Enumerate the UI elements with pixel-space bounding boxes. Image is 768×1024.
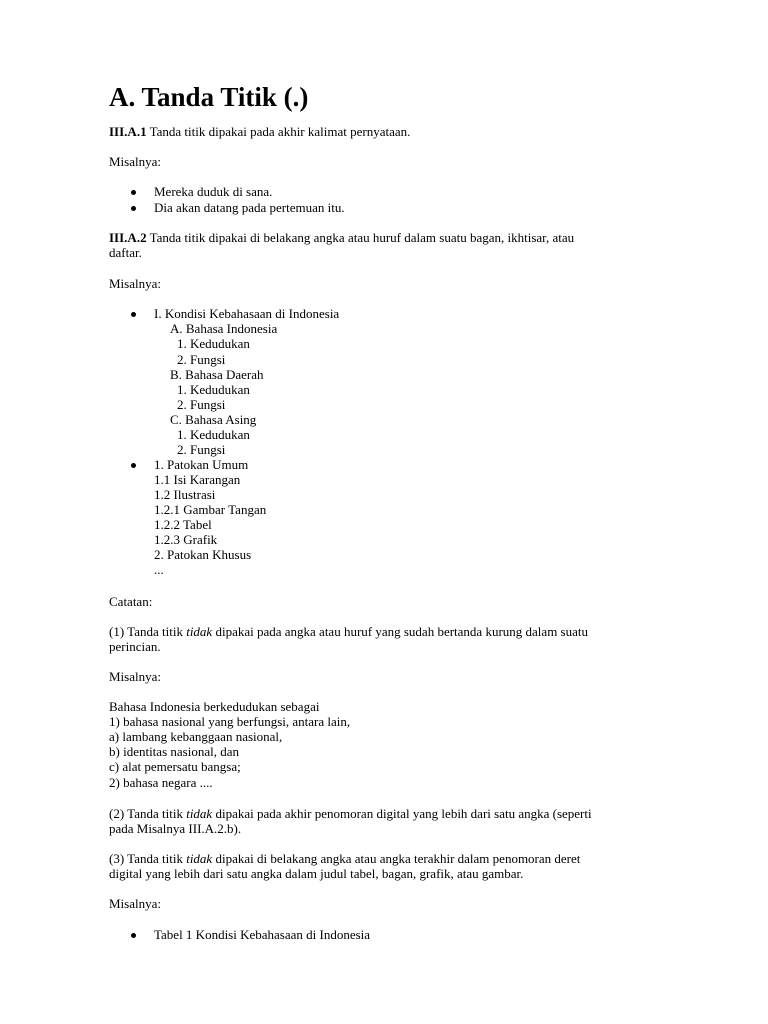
outline-subitem: 1.1 Isi Karangan: [154, 472, 241, 487]
outline-subitem: 1.2 Ilustrasi: [154, 487, 216, 502]
example-block-line: c) alat pemersatu bangsa;: [109, 759, 241, 774]
note-1-line2: perincian.: [109, 639, 161, 654]
rule-1-code: III.A.1: [109, 124, 147, 139]
outline-subitem: ...: [154, 562, 164, 577]
note-1-emphasis: tidak: [186, 624, 213, 639]
note-2-suffix: dipakai pada akhir penomoran digital yang lebih dari satu angka (seperti: [212, 806, 592, 821]
note-3-line2: digital yang lebih dari satu angka dalam judul tabel, bagan, grafik, atau gambar.: [109, 866, 524, 881]
example-block-line: a) lambang kebanggaan nasional,: [109, 729, 283, 744]
outline-subitem: 2. Fungsi: [177, 352, 226, 367]
note-1-line1: [109, 624, 588, 639]
rule-1-text: Tanda titik dipakai pada akhir kalimat pernyataan.: [146, 124, 411, 139]
example-1-text: Mereka duduk di sana.: [154, 184, 273, 199]
outline-subitem: 1. Kedudukan: [177, 427, 250, 442]
outline-subitem: C. Bahasa Asing: [170, 412, 257, 427]
outline-subitem: 2. Fungsi: [177, 442, 226, 457]
outline-subitem: 2. Patokan Khusus: [154, 547, 252, 562]
catatan-label: Catatan:: [109, 594, 153, 609]
note-1-suffix: dipakai pada angka atau huruf yang sudah bertanda kurung dalam suatu: [212, 624, 588, 639]
outline-subitem: 2. Fungsi: [177, 397, 226, 412]
outline-subitem: 1. Kedudukan: [177, 336, 250, 351]
example-1-text: Dia akan datang pada pertemuan itu.: [154, 200, 345, 215]
note-2-line2: pada Misalnya III.A.2.b).: [109, 821, 242, 836]
note-3-emphasis: tidak: [186, 851, 213, 866]
rule-1: [109, 124, 410, 139]
misalnya-label-1: Misalnya:: [109, 154, 161, 169]
bullet-icon: [131, 206, 136, 211]
note-1-prefix: (1) Tanda titik: [109, 624, 187, 639]
outline-subitem: A. Bahasa Indonesia: [170, 321, 278, 336]
misalnya-label-3: Misalnya:: [109, 669, 161, 684]
example-block-line: b) identitas nasional, dan: [109, 744, 239, 759]
note-2-emphasis: tidak: [186, 806, 213, 821]
misalnya-label-4: Misalnya:: [109, 896, 161, 911]
note-3-prefix: (3) Tanda titik: [109, 851, 187, 866]
misalnya-label-2: Misalnya:: [109, 276, 161, 291]
bullet-icon: [131, 312, 136, 317]
rule-2-text: Tanda titik dipakai di belakang angka atau huruf dalam suatu bagan, ikhtisar, atau: [146, 230, 575, 245]
note-3-suffix: dipakai di belakang angka atau angka terakhir dalam penomoran deret: [212, 851, 581, 866]
rule-2-line2: daftar.: [109, 245, 142, 260]
example-block-line: 2) bahasa negara ....: [109, 775, 213, 790]
outline-subitem: 1. Kedudukan: [177, 382, 250, 397]
bullet-icon: [131, 933, 136, 938]
rule-2-line1: [109, 230, 574, 245]
outline-subitem: 1.2.3 Grafik: [154, 532, 218, 547]
outline-subitem: 1.2.2 Tabel: [154, 517, 212, 532]
bullet-icon: [131, 190, 136, 195]
page-title: A. Tanda Titik (.): [109, 82, 309, 112]
outline-item-text: I. Kondisi Kebahasaan di Indonesia: [154, 306, 340, 321]
example-3-text: Tabel 1 Kondisi Kebahasaan di Indonesia: [154, 927, 371, 942]
outline-subitem: B. Bahasa Daerah: [170, 367, 264, 382]
rule-2-code: III.A.2: [109, 230, 147, 245]
note-2-prefix: (2) Tanda titik: [109, 806, 187, 821]
outline-item-text: 1. Patokan Umum: [154, 457, 249, 472]
note-3-line1: [109, 851, 580, 866]
example-block-line: Bahasa Indonesia berkedudukan sebagai: [109, 699, 320, 714]
outline-subitem: 1.2.1 Gambar Tangan: [154, 502, 267, 517]
example-block-line: 1) bahasa nasional yang berfungsi, antara lain,: [109, 714, 351, 729]
note-2-line1: [109, 806, 592, 821]
bullet-icon: [131, 463, 136, 468]
